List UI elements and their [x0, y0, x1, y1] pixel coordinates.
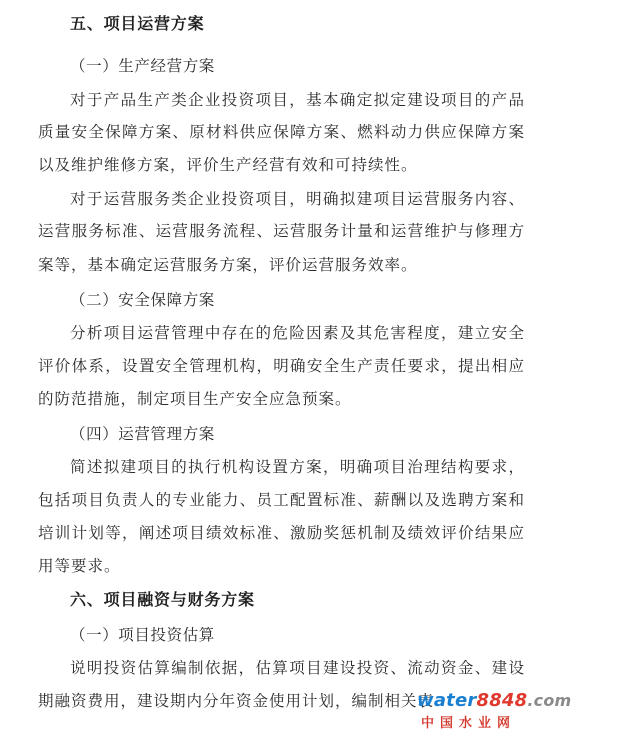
paragraph-line: 包括项目负责人的专业能力、员工配置标准、薪酬以及选聘方案和 [38, 491, 525, 509]
paragraph-line: 对于运营服务类企业投资项目，明确拟建项目运营服务内容、 [70, 190, 525, 208]
watermark-brand-part2: 8848 [476, 690, 528, 711]
section-heading: 五、项目运营方案 [70, 14, 205, 33]
subsection-heading: （四）运营管理方案 [70, 425, 215, 443]
paragraph-line: 的防范措施，制定项目生产安全应急预案。 [38, 390, 352, 408]
watermark-brand-part1: water [417, 690, 477, 711]
paragraph-line: 案等，基本确定运营服务方案，评价运营服务效率。 [38, 256, 418, 274]
watermark-brand-part3: .com [527, 691, 572, 710]
subsection-heading: （二）安全保障方案 [70, 291, 215, 309]
paragraph-line: 以及维护维修方案，评价生产经营有效和可持续性。 [38, 156, 418, 174]
paragraph-line: 质量安全保障方案、原材料供应保障方案、燃料动力供应保障方案 [38, 123, 525, 141]
section-heading: 六、项目融资与财务方案 [70, 590, 255, 609]
paragraph-line: 分析项目运营管理中存在的危险因素及其危害程度，建立安全 [70, 324, 525, 342]
paragraph-line: 运营服务标准、运营服务流程、运营服务计量和运营维护与修理方 [38, 222, 525, 240]
paragraph-line: 对于产品生产类企业投资项目，基本确定拟定建设项目的产品 [70, 91, 525, 109]
subsection-heading: （一）生产经营方案 [70, 57, 215, 75]
watermark-subtitle: 中国水业网 [421, 716, 517, 731]
paragraph-line: 培训计划等，阐述项目绩效标准、激励奖惩机制及绩效评价结果应 [38, 524, 525, 542]
paragraph-line: 简述拟建项目的执行机构设置方案，明确项目治理结构要求， [70, 458, 525, 476]
paragraph-line: 评价体系，设置安全管理机构，明确安全生产责任要求，提出相应 [38, 357, 525, 375]
paragraph-line: 用等要求。 [38, 557, 121, 575]
paragraph-line: 说明投资估算编制依据，估算项目建设投资、流动资金、建设 [70, 659, 525, 677]
paragraph-line: 期融资费用，建设期内分年资金使用计划，编制相关表 [38, 692, 435, 710]
subsection-heading: （一）项目投资估算 [70, 626, 215, 644]
